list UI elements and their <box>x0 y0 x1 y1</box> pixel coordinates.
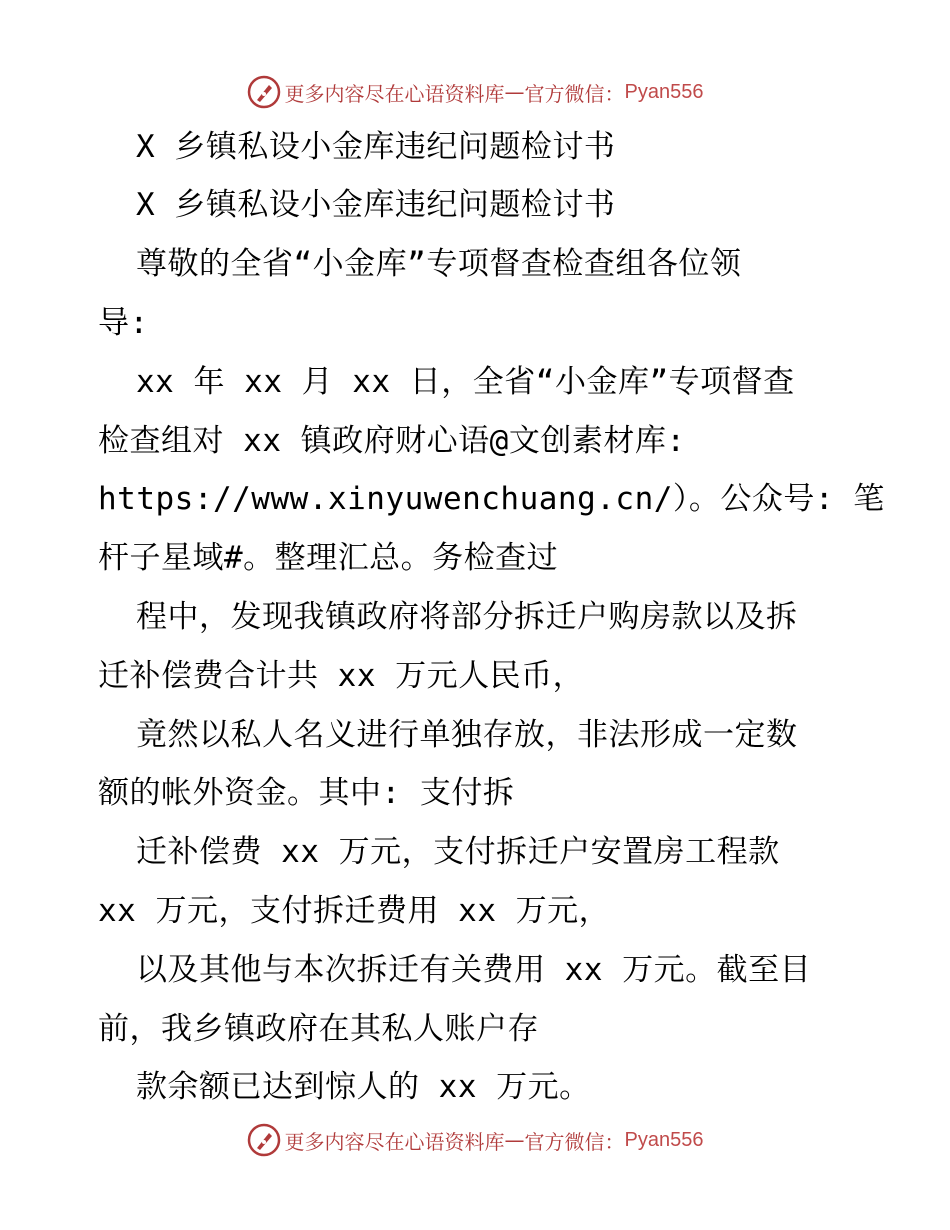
text-line: 额的帐外资金。其中: 支付拆 <box>98 775 515 811</box>
text-line: 杆子星域#。整理汇总。务检查过 <box>98 540 559 576</box>
text-line: xx 万元，支付拆迁费用 xx 万元， <box>98 893 611 929</box>
watermark-banner-top <box>0 70 950 114</box>
text-line: 款余额已达到惊人的 xx 万元。 <box>136 1069 591 1105</box>
text-line: https://www.xinyuwenchuang.cn/）。公众号: 笔 <box>98 481 885 517</box>
watermark-wechat-id: Pyan556 <box>624 1128 704 1151</box>
watermark-wechat-id: Pyan556 <box>624 80 704 103</box>
watermark-text: 更多内容尽在心语资料库 <box>284 81 505 106</box>
text-line: xx 年 xx 月 xx 日，全省“小金库”专项督查 <box>136 364 795 400</box>
document-title: X 乡镇私设小金库违纪问题检讨书 <box>136 129 616 165</box>
text-line: 前，我乡镇政府在其私人账户存 <box>98 1011 539 1047</box>
watermark-text: 更多内容尽在心语资料库 <box>284 1129 505 1154</box>
watermark-wechat-label: 官方微信： <box>524 1129 625 1154</box>
text-line: 导: <box>98 305 149 341</box>
watermark-dash: — <box>504 80 525 104</box>
watermark-wechat-label: 官方微信： <box>524 81 625 106</box>
pen-nib-logo-icon <box>247 75 281 109</box>
text-line: 检查组对 xx 镇政府财心语@文创素材库: <box>98 423 686 459</box>
document-title-repeat: X 乡镇私设小金库违纪问题检讨书 <box>136 187 616 223</box>
watermark-banner-bottom <box>0 1118 950 1162</box>
pen-nib-logo-icon <box>247 1123 281 1157</box>
text-line: 以及其他与本次拆迁有关费用 xx 万元。截至目 <box>136 952 812 988</box>
text-line: 竟然以私人名义进行单独存放，非法形成一定数 <box>136 717 798 753</box>
text-line: 迁补偿费 xx 万元，支付拆迁户安置房工程款 <box>136 834 780 870</box>
text-line: 尊敬的全省“小金库”专项督查检查组各位领 <box>136 246 742 282</box>
watermark-dash: — <box>504 1128 525 1152</box>
text-line: 程中，发现我镇政府将部分拆迁户购房款以及拆 <box>136 599 798 635</box>
text-line: 迁补偿费合计共 xx 万元人民币， <box>98 658 585 694</box>
